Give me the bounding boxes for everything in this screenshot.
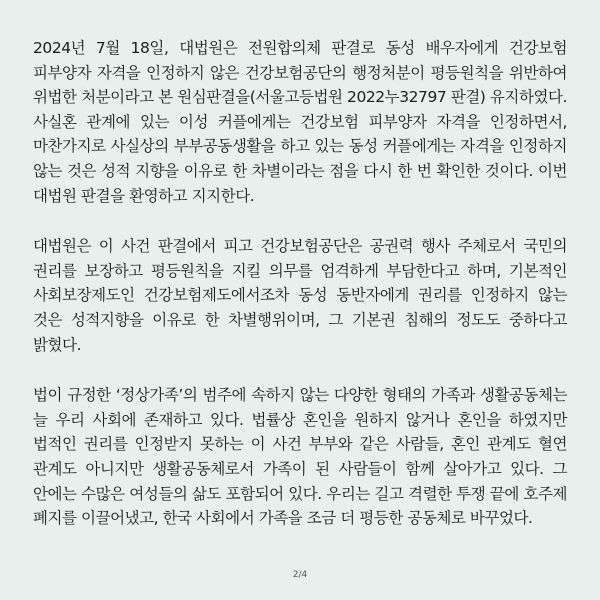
paragraph-3: 법이 규정한 ‘정상가족’의 범주에 속하지 않는 다양한 형태의 가족과 생활공동체는 늘 우리 사회에 존재하고 있다. 법률상 혼인을 원하지 않거나 혼인을 하였지만 법적인 권리를 인정받지 못하는 이 사건 부부와 같은 사람들, 혼인 관계도 혈연 관계도 아니지만 생활공동체로서 가족이 된 사람들이 함께 살아가고 있다. 그 안에는 수많은 여성들의 삶도 포함되어 있다. 우리는 길고 격렬한 투쟁 끝에 호주제 폐지를 이끌어냈고, 한국 사회에서 가족을 조금 더 평등한 공동체로 바꾸었다. <box>33 386 567 528</box>
page-number: 2/4 <box>292 570 308 580</box>
paragraph-2: 대법원은 이 사건 판결에서 피고 건강보험공단은 공권력 행사 주체로서 국민의 권리를 보장하고 평등원칙을 지킬 의무를 엄격하게 부담한다고 하며, 기본적인 사회보장제도인 건강보험제도에서조차 동성 동반자에게 권리를 인정하지 않는 것은 성적지향을 이유로 한 차별행위이며, 그 기본권 침해의 정도도 중하다고 밝혔다. <box>33 237 567 354</box>
paragraph-1: 2024년 7월 18일, 대법원은 전원합의체 판결로 동성 배우자에게 건강보험 피부양자 자격을 인정하지 않은 건강보험공단의 행정처분이 평등원칙을 위반하여 위법한 처분이라고 본 원심판결을(서울고등법원 2022누32797 판결) 유지하였다. 사실혼 관계에 있는 이성 커플에게는 건강보험 피부양자 자격을 인정하면서, 마찬가지로 사실상의 부부공동생활을 하고 있는 동성 커플에게는 자격을 인정하지 않는 것은 성적 지향을 이유로 한 차별이라는 점을 다시 한 번 확인한 것이다. 이번 대법원 판결을 환영하고 지지한다. <box>33 39 567 205</box>
